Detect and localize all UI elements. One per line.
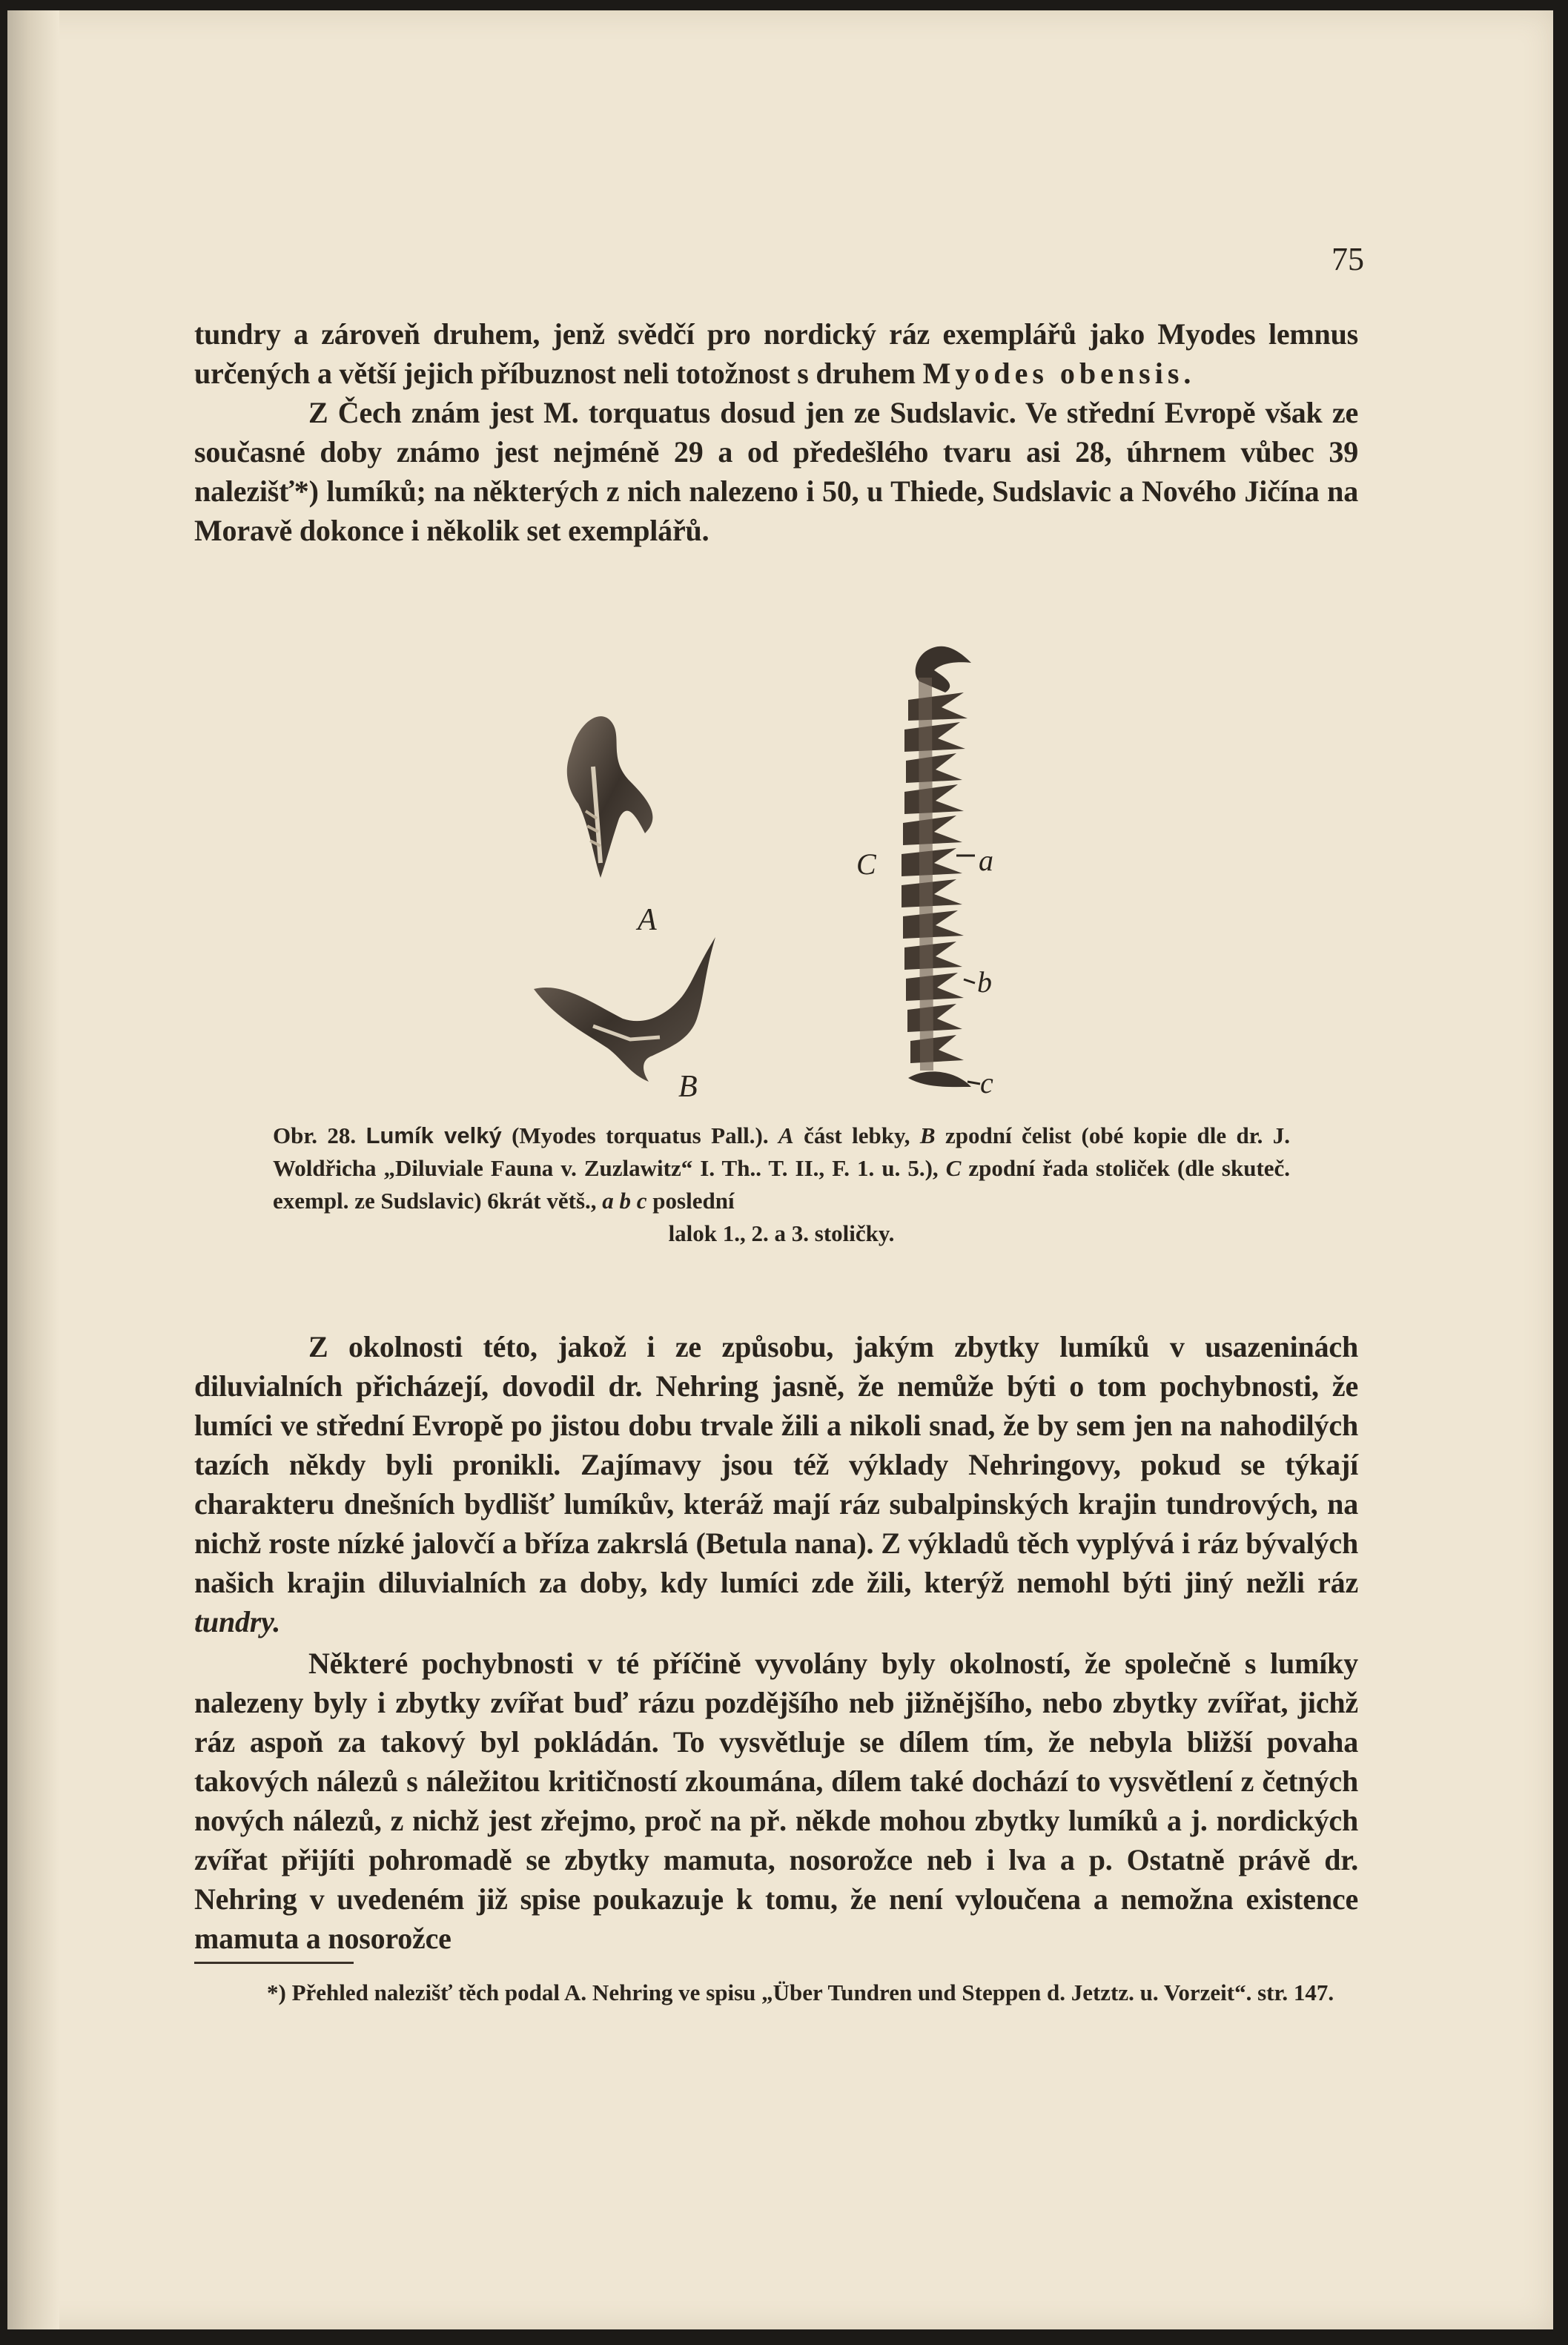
paragraph-1 [194, 314, 1358, 550]
footnote: *) Přehled nalezišť těch podal A. Nehring ve spisu „Über Tundren und Steppen d. Jetztz. u. Vorzeit“. str. 147. [267, 1979, 1334, 2005]
caption-part4: zpodní řada stoliček (dle skuteč. exempl. ze Sudslavic) 6krát větš., [273, 1155, 1291, 1214]
paragraph-1-text: tundry a zároveň druhem, jenž svědčí pro nordický ráz exemplářů jako Myodes lemnus určených a větší jejich příbuznost neli totožnost s druhem [194, 317, 1358, 390]
species-name-obensis: Myodes obensis [922, 357, 1184, 390]
paragraph-3-text: Některé pochybnosti v té příčině vyvolány byly okolností, že společně s lumíky nalezeny byly i zbytky zvířat buď rázu pozdějšího neb jižnějšího, nebo zbytky zvířat, jichž ráz aspoň za takový byl pokládán. To vysvětluje se dílem tím, že nebyla bližší povaha takových nálezů s náležitou kritičností zkoumána, dílem také dochází to vysvětlení z četných nových nálezů, z nichž jest zřejmo, proč na př. někde mohou zbytky lumíků a j. nordických zvířat přijíti pohromadě se zbytky mamuta, nosorožce neb i lva a p. Ostatně právě dr. Nehring v uvedeném již spise poukazuje k tomu, že není vyloučena a nemožna existence mamuta a nosorožce [194, 1647, 1358, 1955]
figure-label-A: A [638, 903, 657, 937]
page [7, 10, 1553, 2329]
caption-prefix: Obr. 28. [273, 1122, 357, 1148]
paragraph-1-period: . [1183, 357, 1191, 390]
figure-label-C: C [856, 847, 876, 881]
caption-abc-letters: a b c [602, 1188, 647, 1214]
paragraph-2-tundry: tundry. [194, 1605, 281, 1638]
caption-part1: (Myodes torquatus Pall.). [512, 1122, 769, 1148]
caption-part3: zpodní čelist (obé kopie dle dr. J. Woldřicha „Diluviale Fauna v. Zuzlawitz“ I. Th.. T. II., F. 1. u. 5.), [273, 1122, 1291, 1181]
paragraph-3 [194, 1644, 1358, 1958]
caption-part2: část lebky, [804, 1122, 910, 1148]
paragraph-2 [194, 1327, 1358, 1641]
figure-label-a: a [979, 844, 993, 877]
paragraph-1b-text: Z Čech znám jest M. torquatus dosud jen ze Sudslavic. Ve střední Evropě však ze současné doby známo jest nejméně 29 a od předešlého tvaru asi 28, úhrnem vůbec 39 nalezišť*) lumíků; na některých z nich nalezeno i 50, u Thiede, Sudslavic a Nového Jičína na Moravě dokonce i několik set exemplářů. [194, 396, 1358, 547]
caption-C-letter: C [945, 1155, 962, 1181]
figure-label-c: c [980, 1066, 993, 1099]
figure-caption [273, 1119, 1290, 1250]
figure-illustration [482, 633, 1223, 1108]
skull-fragment-drawing [567, 716, 653, 878]
caption-B-letter: B [919, 1122, 936, 1148]
caption-part5: poslední [652, 1188, 735, 1214]
footnote-rule [194, 1962, 354, 1964]
lower-jaw-drawing [534, 937, 715, 1082]
caption-last-line: lalok 1., 2. a 3. stoličky. [668, 1220, 895, 1246]
figure-lemming [482, 633, 1223, 1108]
paragraph-2-text: Z okolnosti této, jakož i ze způsobu, jakým zbytky lumíků v usazeninách diluvialních přicházejí, dovodil dr. Nehring jasně, že nemůže býti o tom pochybnosti, že lumíci ve střední Evropě po jistou dobu trvale žili a nikoli snad, že by sem jen na nahodilých tazích někdy byli pronikli. Zajímavy jsou též výklady Nehringovy, pokud se týkají charakteru dnešních bydlišť lumíkův, kteráž mají ráz subalpinských krajin tundrových, na nichž roste nízké jalovčí a bříza zakrslá (Betula nana). Z výkladů těch vyplývá i ráz bývalých našich krajin diluvialních za doby, kdy lumíci zde žili, kterýž nemohl býti jiný nežli ráz [194, 1330, 1358, 1599]
molar-row-drawing [902, 646, 980, 1087]
figure-label-B: B [678, 1070, 698, 1104]
caption-A-letter: A [778, 1122, 794, 1148]
page-number: 75 [1332, 241, 1364, 277]
page-binding-shadow [7, 10, 59, 2329]
figure-label-b: b [977, 965, 992, 999]
caption-name: Lumík velký [365, 1122, 502, 1148]
